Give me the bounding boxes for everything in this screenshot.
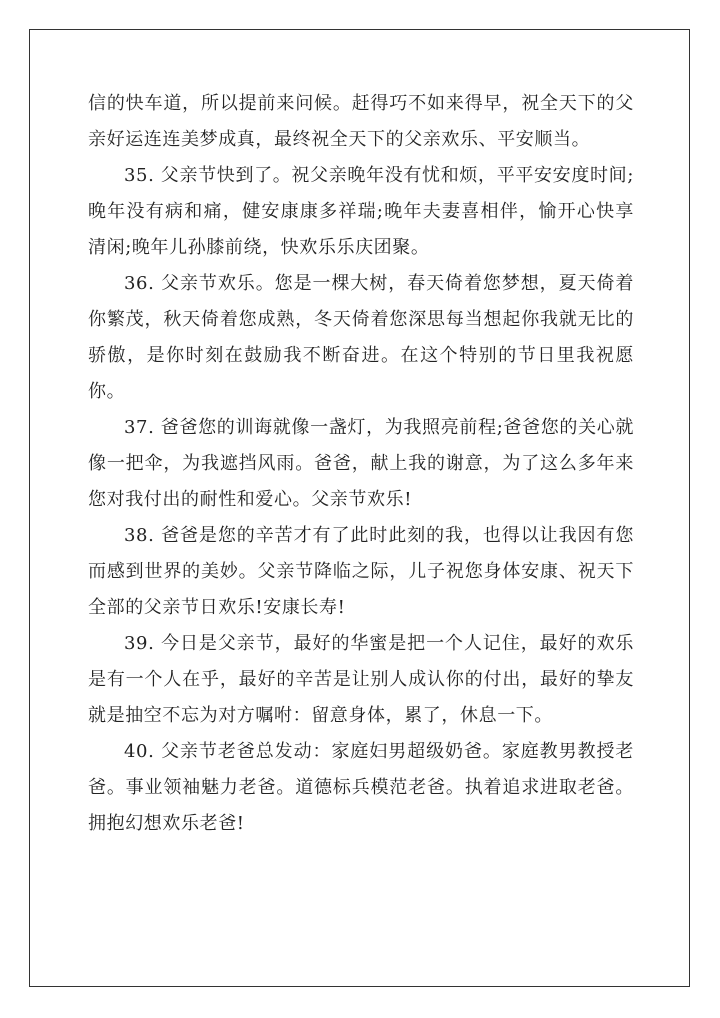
paragraph-36: 36. 父亲节欢乐。您是一棵大树，春天倚着您梦想，夏天倚着你繁茂，秋天倚着您成熟，冬天倚着您深思每当想起你我就无比的骄傲，是你时刻在鼓励我不断奋进。在这个特别的节日里我祝愿你。 — [88, 273, 634, 402]
paragraph-35: 35. 父亲节快到了。祝父亲晚年没有忧和烦，平平安安度时间;晚年没有病和痛，健安康康多祥瑞;晚年夫妻喜相伴，愉开心快享清闲;晚年儿孙膝前绕，快欢乐乐庆团聚。 — [88, 165, 634, 258]
document-body — [88, 86, 634, 842]
paragraph-38: 38. 爸爸是您的辛苦才有了此时此刻的我，也得以让我因有您而感到世界的美妙。父亲节降临之际，儿子祝您身体安康、祝天下全部的父亲节日欢乐!安康长寿! — [88, 525, 634, 618]
paragraph-39: 39. 今日是父亲节，最好的华蜜是把一个人记住，最好的欢乐是有一个人在乎，最好的辛苦是让别人成认你的付出，最好的挚友就是抽空不忘为对方嘱咐：留意身体，累了，休息一下。 — [88, 633, 634, 726]
paragraph-40: 40. 父亲节老爸总发动：家庭妇男超级奶爸。家庭教男教授老爸。事业领袖魅力老爸。道德标兵模范老爸。执着追求进取老爸。拥抱幻想欢乐老爸! — [88, 741, 634, 834]
paragraph-continued: 信的快车道，所以提前来问候。赶得巧不如来得早，祝全天下的父亲好运连连美梦成真，最终祝全天下的父亲欢乐、平安顺当。 — [88, 93, 634, 150]
paragraph-37: 37. 爸爸您的训诲就像一盏灯，为我照亮前程;爸爸您的关心就像一把伞，为我遮挡风雨。爸爸，献上我的谢意，为了这么多年来您对我付出的耐性和爱心。父亲节欢乐! — [88, 417, 634, 510]
